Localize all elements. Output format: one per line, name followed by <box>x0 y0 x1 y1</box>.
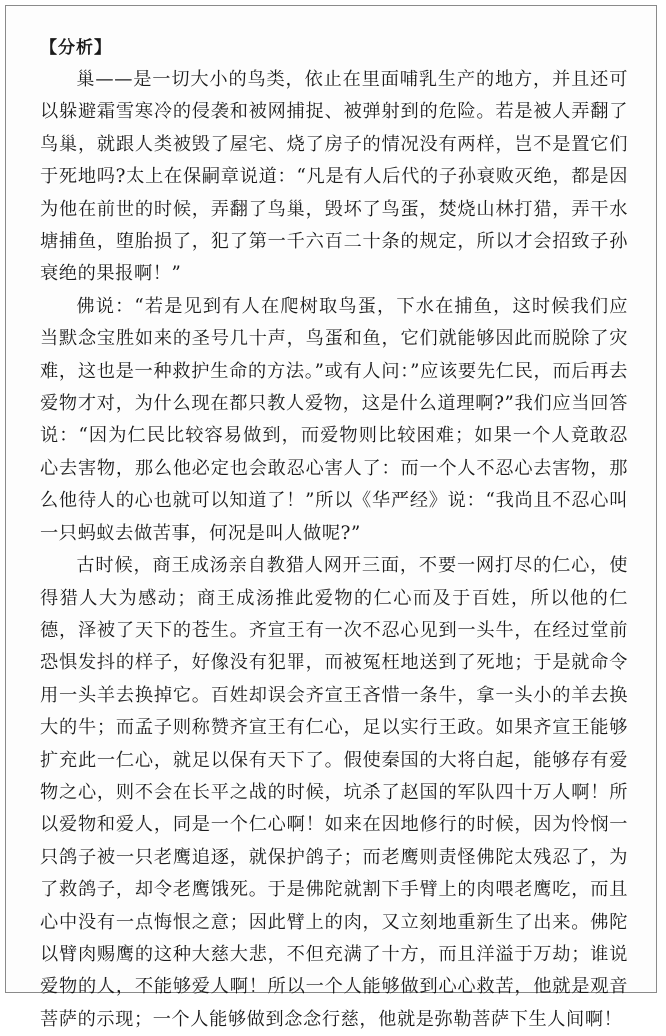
document-page <box>5 5 657 1030</box>
section-heading: 【分析】 <box>40 38 112 58</box>
paragraph-ancient-examples: 古时候，商王成汤亲自教猎人网开三面，不要一网打尽的仁心，使得猎人大为感动；商王成汤推此爱物的仁心而及于百姓，所以他的仁德，泽被了天下的苍生。齐宣王有一次不忍心见到一头牛，在经过堂前恐惧发抖的样子，好像没有犯罪，而被冤枉地送到了死地；于是就命令用一头羊去换掉它。百姓却误会齐宣王吝惜一条牛，拿一头小的羊去换大的牛；而孟子则称赞齐宣王有仁心，足以实行王政。如果齐宣王能够扩充此一仁心，就足以保有天下了。假使秦国的大将白起，能够存有爱物之心，则不会在长平之战的时候，坑杀了赵国的军队四十万人啊！所以爱物和爱人，同是一个仁心啊！如来在因地修行的时候，因为怜悯一只鸽子被一只老鹰追逐，就保护鸽子；而老鹰则责怪佛陀太残忍了，为了救鸽子，却令老鹰饿死。于是佛陀就割下手臂上的肉喂老鹰吃，而且心中没有一点悔恨之意；因此臂上的肉，又立刻地重新生了出来。佛陀以臂肉赐鹰的这种大慈大悲，不但充满了十方，而且洋溢于万劫；谁说爱物的人，不能够爱人啊！所以一个人能够做到心心救苦，他就是观音菩萨的示现；一个人能够做到念念行慈，他就是弥勒菩萨下生人间啊！ <box>40 555 628 1030</box>
paragraph-nest-explanation: 巢——是一切大小的鸟类，依止在里面哺乳生产的地方，并且还可以躲避霜雪寒冷的侵袭和被网捕捉、被弹射到的危险。若是被人弄翻了鸟巢，就跟人类被毁了屋宅、烧了房子的情况没有两样，岂不是置它们于死地吗?太上在保嗣章说道：“凡是有人后代的子孙衰败灭绝，都是因为他在前世的时候，弄翻了鸟巢，毁坏了鸟蛋，焚烧山林打猎，弄干水塘捕鱼，堕胎损了，犯了第一千六百二十条的规定，所以才会招致子孙衰绝的果报啊！” <box>40 69 628 285</box>
paragraph-buddha-saying: 佛说：“若是见到有人在爬树取鸟蛋，下水在捕鱼，这时候我们应当默念宝胜如来的圣号几十声，鸟蛋和鱼，它们就能够因此而脱除了灾难，这也是一种救护生命的方法。”或有人问：”应该要先仁民，而后再去爱物才对，为什么现在都只教人爱物，这是什么道理啊?”我们应当回答说：“因为仁民比较容易做到，而爱物则比较困难；如果一个人竟敢忍心去害物，那么他必定也会敢忍心害人了：而一个人不忍心去害物，那么他待人的心也就可以知道了！”所以《华严经》说：“我尚且不忍心叫一只蚂蚁去做苦事，何况是叫人做呢?” <box>40 295 628 544</box>
